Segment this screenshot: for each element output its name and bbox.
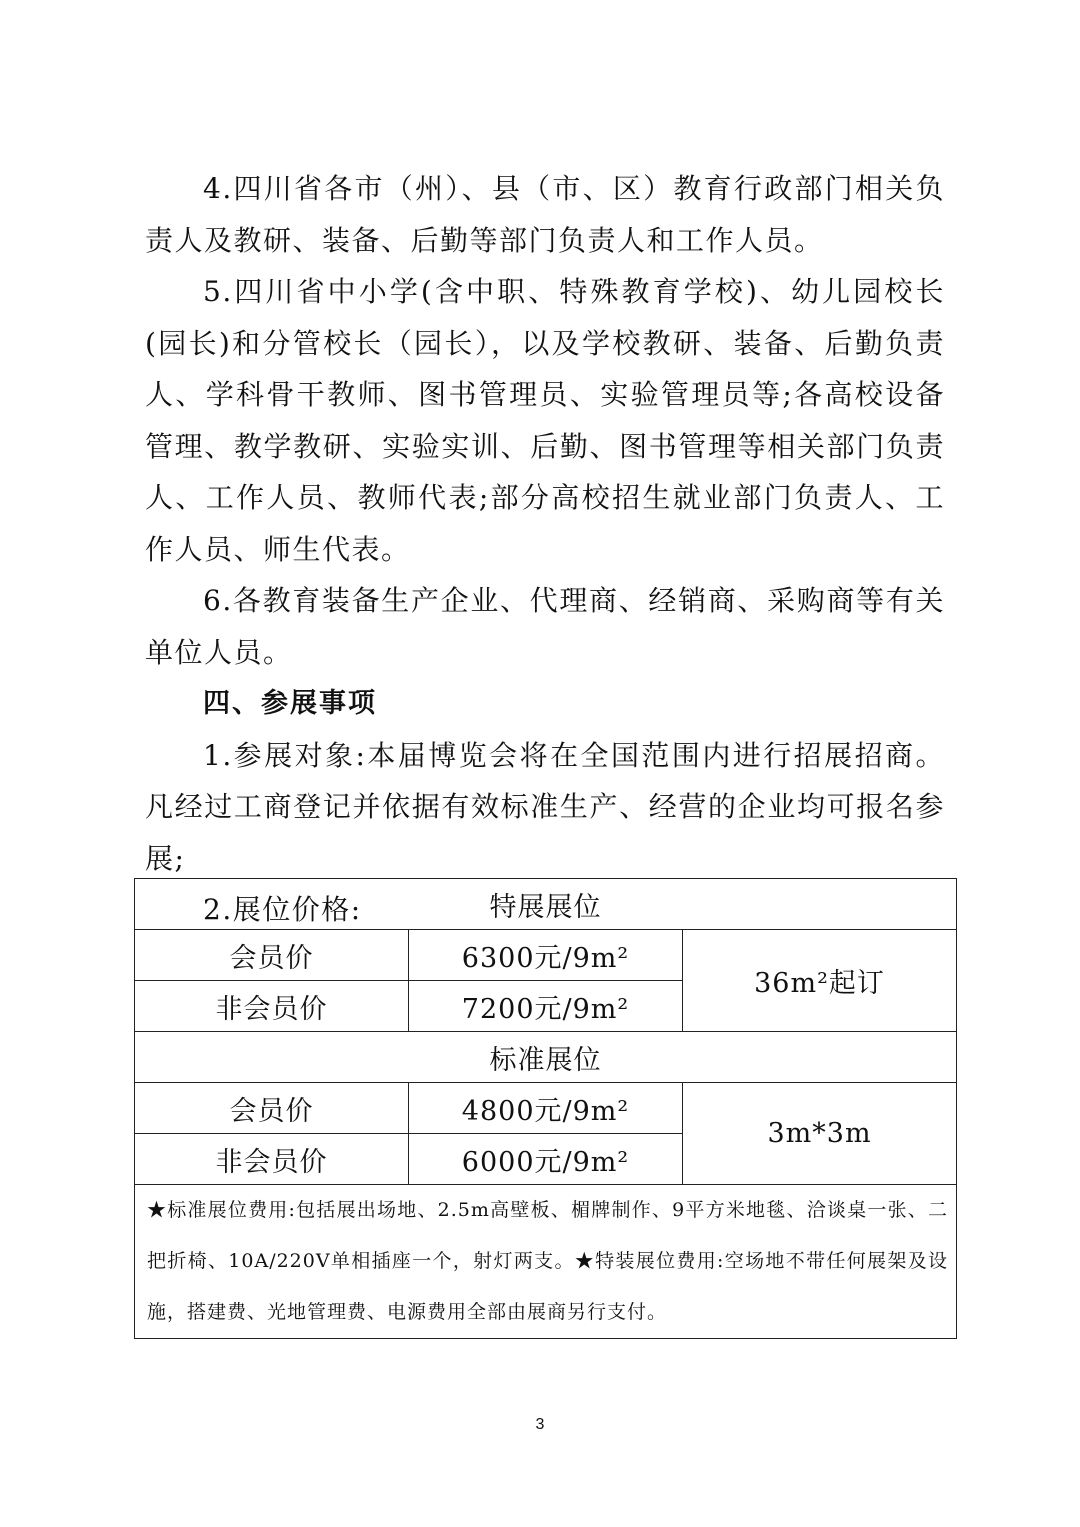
table-row [135, 1032, 957, 1083]
table-row [135, 879, 957, 930]
price-value-cell: 4800元/9m² [409, 1083, 683, 1134]
price-label-cell: 会员价 [135, 930, 409, 981]
price-value-cell: 6000元/9m² [409, 1134, 683, 1185]
booth-price-table [134, 878, 957, 1339]
price-value-cell: 6300元/9m² [409, 930, 683, 981]
body-text [145, 163, 945, 936]
booth-price-item: 2.展位价格: [203, 893, 362, 926]
exhibit-target-item: 1.参展对象:本届博览会将在全国范围内进行招展招商。凡经过工商登记并依据有效标准生产、经营的企业均可报名参展; [145, 738, 945, 875]
table-row [135, 1185, 957, 1339]
paragraph-item-6: 6.各教育装备生产企业、代理商、经销商、采购商等有关单位人员。 [145, 584, 945, 669]
standard-booth-title: 标准展位 [135, 1032, 957, 1083]
standard-booth-note: 3m*3m [683, 1083, 957, 1185]
price-label-cell: 非会员价 [135, 1134, 409, 1185]
special-booth-note: 36m²起订 [683, 930, 957, 1032]
table-row [135, 1083, 957, 1134]
special-booth-title: 特展展位 [135, 879, 957, 930]
price-label-cell: 非会员价 [135, 981, 409, 1032]
paragraph-item-5: 5.四川省中小学(含中职、特殊教育学校)、幼儿园校长(园长)和分管校长（园长），以及学校教研、装备、后勤负责人、学科骨干教师、图书管理员、实验管理员等;各高校设备管理、教学教研、实验实训、后勤、图书管理等相关部门负责人、工作人员、教师代表;部分高校招生就业部门负责人、工作人员、师生代表。 [145, 275, 945, 566]
price-value-cell: 7200元/9m² [409, 981, 683, 1032]
table-row [135, 930, 957, 981]
section-heading: 四、参展事项 [203, 688, 377, 719]
page-number: 3 [535, 1416, 545, 1433]
price-label-cell: 会员价 [135, 1083, 409, 1134]
booth-fee-footnote: ★标准展位费用:包括展出场地、2.5m高壁板、楣牌制作、9平方米地毯、洽谈桌一张、二把折椅、10A/220V单相插座一个，射灯两支。★特装展位费用:空场地不带任何展架及设施，搭建费、光地管理费、电源费用全部由展商另行支付。 [135, 1185, 957, 1339]
paragraph-item-4: 4.四川省各市（州）、县（市、区）教育行政部门相关负责人及教研、装备、后勤等部门负责人和工作人员。 [145, 172, 945, 257]
